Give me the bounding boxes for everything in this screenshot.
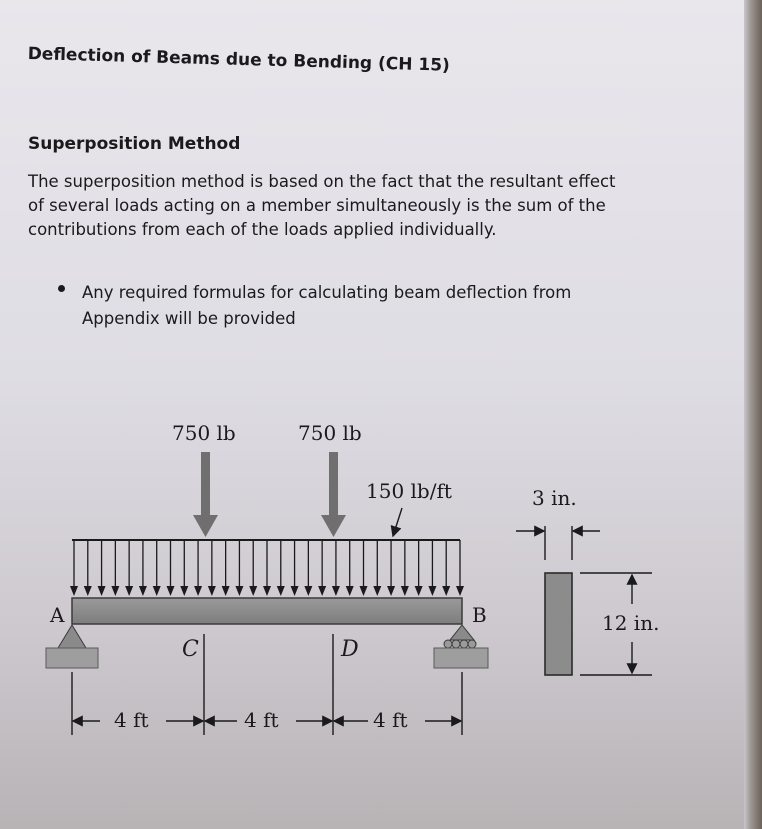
section-width-label: 3 in. xyxy=(532,486,577,510)
bullet-line: Appendix will be provided xyxy=(82,309,296,328)
roller-support-b xyxy=(434,625,488,668)
distributed-load-arrowhead xyxy=(111,586,119,596)
dimension-span-2 xyxy=(205,708,332,732)
distributed-load-arrowhead xyxy=(332,586,340,596)
svg-text:4 ft: 4 ft xyxy=(244,708,279,732)
paragraph-line: contributions from each of the loads applied individually. xyxy=(28,220,497,239)
distributed-load-arrowhead xyxy=(346,586,354,596)
distributed-load-leader xyxy=(393,508,402,536)
distributed-load-arrowhead xyxy=(428,586,436,596)
distributed-load-arrowhead xyxy=(442,586,450,596)
point-load-arrow-2 xyxy=(321,452,346,537)
distributed-load-arrowhead xyxy=(70,586,78,596)
svg-text:4 ft: 4 ft xyxy=(114,708,149,732)
distributed-load-arrowhead xyxy=(235,586,243,596)
distributed-load-arrowhead xyxy=(277,586,285,596)
distributed-load-arrowhead xyxy=(125,586,133,596)
distributed-load-arrowhead xyxy=(401,586,409,596)
distributed-load-arrowhead xyxy=(373,586,381,596)
distributed-load-arrowhead xyxy=(84,586,92,596)
point-c-label: C xyxy=(182,637,199,662)
beam-cross-section xyxy=(545,573,572,675)
document-heading: Deflection of Beams due to Bending (CH 15) xyxy=(27,44,451,76)
point-d-label: D xyxy=(341,637,359,662)
section-height-label: 12 in. xyxy=(602,611,660,635)
point-b-label: B xyxy=(472,603,487,627)
distributed-load-arrowhead xyxy=(263,586,271,596)
paragraph-line: of several loads acting on a member simultaneously is the sum of the xyxy=(28,196,606,215)
svg-text:4 ft: 4 ft xyxy=(373,708,408,732)
dimension-span-1 xyxy=(73,708,203,732)
pin-support-a xyxy=(46,625,98,668)
distributed-load-arrowhead xyxy=(167,586,175,596)
point-a-label: A xyxy=(50,603,65,627)
distributed-load-arrowhead xyxy=(304,586,312,596)
bullet-line: Any required formulas for calculating beam deflection from xyxy=(82,283,572,302)
distributed-load-arrowhead xyxy=(180,586,188,596)
distributed-load-arrowhead xyxy=(222,586,230,596)
point-load-arrow-1 xyxy=(193,452,218,537)
distributed-load-label: 150 lb/ft xyxy=(366,479,452,503)
distributed-load-arrowhead xyxy=(415,586,423,596)
load-label-1: 750 lb xyxy=(172,421,236,445)
beam xyxy=(72,598,462,624)
distributed-load-arrowhead xyxy=(387,586,395,596)
distributed-load-arrowhead xyxy=(318,586,326,596)
distributed-load-arrowhead xyxy=(360,586,368,596)
distributed-load-arrowhead xyxy=(291,586,299,596)
distributed-load-arrowhead xyxy=(98,586,106,596)
load-label-2: 750 lb xyxy=(298,421,362,445)
distributed-load-arrowhead xyxy=(208,586,216,596)
dimension-span-3 xyxy=(334,708,461,732)
distributed-load-arrowhead xyxy=(153,586,161,596)
distributed-load-arrowhead xyxy=(249,586,257,596)
distributed-load-arrowhead xyxy=(194,586,202,596)
distributed-load-arrowhead xyxy=(139,586,147,596)
section-title: Superposition Method xyxy=(28,134,241,154)
distributed-load-arrows xyxy=(70,540,464,596)
paragraph-line: The superposition method is based on the fact that the resultant effect xyxy=(28,172,616,191)
distributed-load-arrowhead xyxy=(456,586,464,596)
